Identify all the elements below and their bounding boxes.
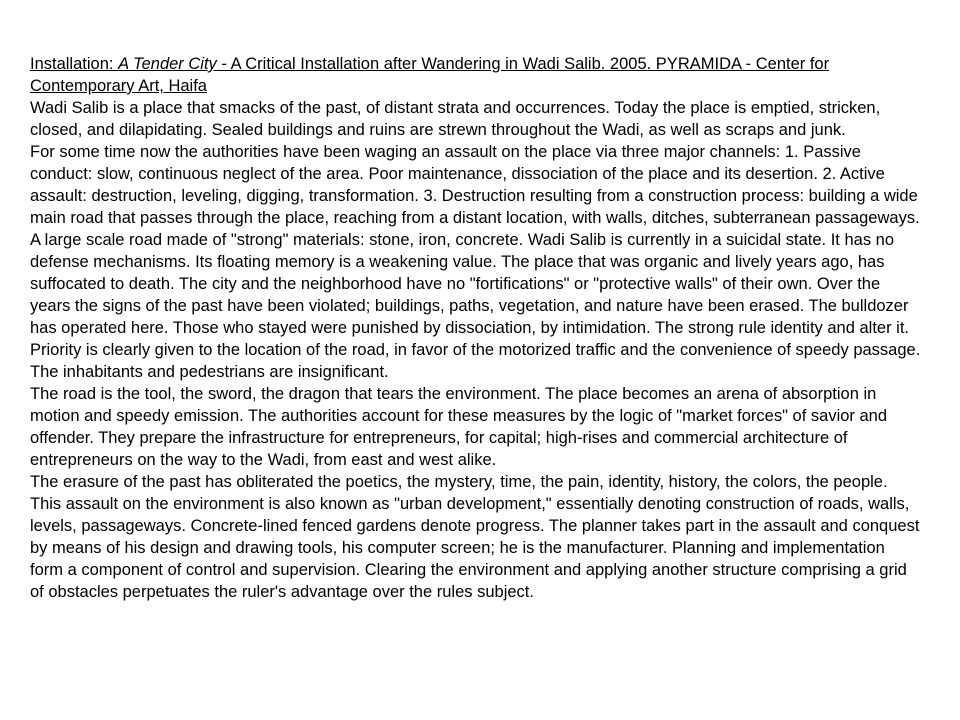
paragraph-erasure: The erasure of the past has obliterated the poetics, the mystery, time, the pain, identity, history, the colors, the people. This assault on the environment is also known as "urban development," essentially denoting construction of roads, walls, levels, passageways. Concrete-lined fenced gardens denote progress. The planner takes part in the assault and conquest by means of his design and drawing tools, his computer screen; he is the manufacturer. Planning and implementation form a component of control and supervision. Clearing the environment and applying another structure comprising a grid of obstacles perpetuates the ruler's advantage over the rules subject. — [30, 473, 920, 601]
paragraph-road: The road is the tool, the sword, the dragon that tears the environment. The place becomes an arena of absorption in motion and speedy emission. The authorities account for these measures by the logic of "market forces" of savior and offender. They prepare the infrastructure for entrepreneurs, for capital; high-rises and commercial architecture of entrepreneurs on the way to the Wadi, from east and west alike. — [30, 385, 888, 469]
heading-prefix: Installation: — [30, 55, 119, 73]
heading-rest: - A Critical Installation after Wandering in Wadi Salib. 2005. PYRAMIDA - Center for Contemporary Art, Haifa — [30, 55, 830, 95]
paragraph-intro: Wadi Salib is a place that smacks of the past, of distant strata and occurrences. Today the place is emptied, stricken, closed, and dilapidating. Sealed buildings and ruins are strewn throughout the Wadi, as well as scraps and junk. — [30, 99, 881, 139]
heading-title-italic: A Tender City — [118, 55, 217, 73]
paragraph-assault: For some time now the authorities have been waging an assault on the place via three major channels: 1. Passive conduct: slow, continuous neglect of the area. Poor maintenance, dissociation of the place and its desertion. 2. Active assault: destruction, leveling, digging, transformation. 3. Destruction resulting from a construction process: building a wide main road that passes through the place, reaching from a distant location, with walls, ditches, subterranean passageways. A large scale road made of "strong" materials: stone, iron, concrete. Wadi Salib is currently in a suicidal state. It has no defense mechanisms. Its floating memory is a weakening value. The place that was organic and lively years ago, has suffocated to death. The city and the neighborhood have no "fortifications" or "protective walls" of their own. Over the years the signs of the past have been violated; buildings, paths, vegetation, and nature have been erased. The bulldozer has operated here. Those who stayed were punished by dissociation, by intimidation. The strong rule identity and alter it. Priority is clearly given to the location of the road, in favor of the motorized traffic and the convenience of speedy passage. The inhabitants and pedestrians are insignificant. — [30, 143, 921, 381]
installation-heading — [30, 53, 922, 97]
slide-text-body — [30, 53, 922, 603]
